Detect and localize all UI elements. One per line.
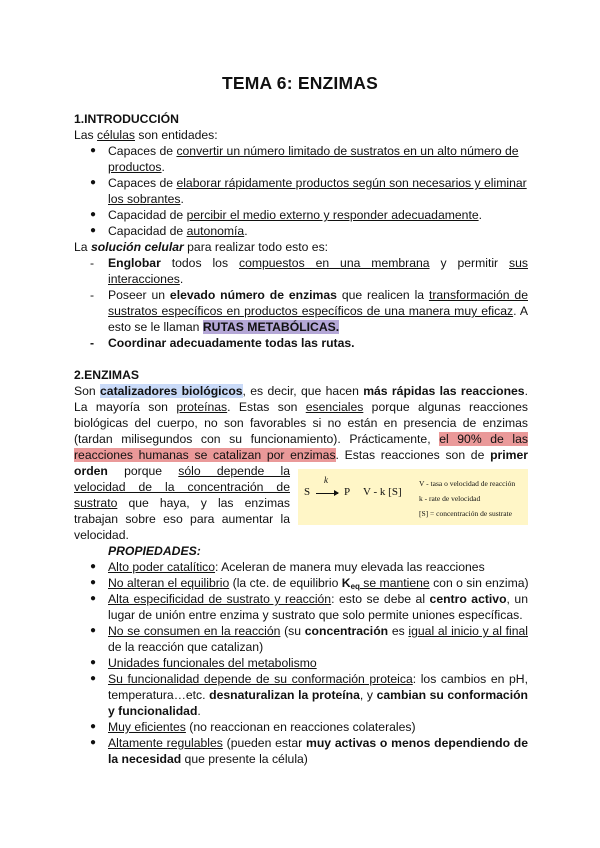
text: Capaces de — [108, 176, 177, 190]
bullet-dot: ● — [90, 145, 97, 156]
bullet-dot: ● — [90, 721, 97, 732]
text: muy activas o menos dependiendo de — [306, 736, 528, 750]
text: : los cambios en pH, — [412, 672, 528, 686]
list-item-cont — [108, 687, 528, 703]
text: solución celular — [90, 240, 184, 254]
paragraph-line — [74, 399, 528, 415]
paragraph-line — [74, 463, 290, 479]
text: Su funcionalidad depende de su conformación proteica — [108, 672, 413, 686]
text: Capacidad de — [108, 208, 187, 222]
dash-marker: - — [90, 256, 95, 270]
text: Las — [74, 128, 98, 142]
paragraph-line: velocidad. — [74, 528, 129, 542]
list-item-cont: lugar de unión entre enzima y sustrato que solo permite uniones específicas. — [108, 608, 523, 622]
text: interacciones — [108, 272, 180, 286]
bullet-dot: ● — [90, 657, 97, 668]
page-title: TEMA 6: ENZIMAS — [222, 73, 378, 93]
text: percibir el medio externo y responder adecuadamente — [186, 208, 479, 222]
paragraph-line — [74, 495, 290, 511]
dash-marker: - — [90, 336, 95, 350]
bullet-dot: ● — [90, 593, 97, 604]
eq-rate-law: V - k [S] — [363, 486, 402, 498]
paragraph-line: biológicas del cuerpo, no son favorables si no están en presencia de enzimas — [74, 416, 528, 430]
list-item — [108, 671, 528, 687]
text: Altamente regulables — [108, 736, 223, 750]
text: todos los — [160, 256, 239, 270]
text: concentración — [304, 624, 389, 638]
list-item — [108, 223, 528, 239]
list-item — [108, 735, 528, 751]
rate-equation-box — [298, 469, 528, 525]
text: para realizar todo esto es: — [183, 240, 329, 254]
text: es — [388, 624, 409, 638]
text: con o sin enzima) — [429, 576, 529, 590]
text: células — [97, 128, 135, 142]
text: proteínas — [176, 400, 228, 414]
text: : Aceleran de manera muy elevada las reacciones — [215, 560, 485, 574]
dash-item: Coordinar adecuadamente todas las rutas. — [108, 336, 355, 350]
text: , un — [506, 592, 528, 606]
list-item — [108, 143, 528, 159]
bullet-dot: ● — [90, 209, 97, 220]
eq-rate-constant: k — [324, 475, 328, 485]
text: autonomía — [186, 224, 245, 238]
text: La mayoría son — [74, 400, 177, 414]
text: porque algunas reacciones — [363, 400, 528, 414]
text: centro activo — [429, 592, 507, 606]
highlight-rutas: RUTAS METABÓLICAS. — [202, 320, 340, 334]
text: Alta especificidad de sustrato y reacción — [108, 592, 332, 606]
text: No alteran el equilibrio — [108, 576, 230, 590]
text: Capaces de — [108, 144, 177, 158]
text: orden — [74, 464, 108, 478]
text: Englobar — [108, 256, 161, 270]
text: temperatura…etc. — [108, 688, 210, 702]
list-item-cont — [108, 703, 528, 719]
highlight-90: el 90% de las — [439, 432, 528, 446]
text: K — [341, 576, 351, 590]
text: eq — [350, 582, 360, 591]
text: son entidades: — [134, 128, 218, 142]
bullet-dot: ● — [90, 561, 97, 572]
list-item: Unidades funcionales del metabolismo — [108, 656, 317, 670]
text: No se consumen en la reacción — [108, 624, 281, 638]
text: Capacidad de — [108, 224, 187, 238]
text: Muy eficientes — [108, 720, 186, 734]
reaction-arrow-icon — [316, 493, 338, 494]
text: que presente la célula) — [181, 752, 308, 766]
text: transformación de — [428, 288, 528, 302]
bullet-dot: ● — [90, 177, 97, 188]
text: . — [244, 224, 248, 238]
list-item-cont: de la reacción que catalizan) — [108, 640, 264, 654]
section-2-heading: 2.ENZIMAS — [74, 368, 140, 382]
text: sus — [509, 256, 528, 270]
eq-desc: [S] = concentración de sustrate — [419, 509, 512, 518]
dash-item-cont — [108, 319, 528, 335]
dash-item-cont — [108, 303, 528, 319]
text: (su — [280, 624, 305, 638]
text: productos — [108, 160, 162, 174]
list-item — [108, 175, 528, 191]
text: más rápidas las reacciones — [363, 384, 525, 398]
dash-marker: - — [90, 288, 95, 302]
text: , es decir, que hacen — [242, 384, 364, 398]
text: y permitir — [429, 256, 510, 270]
text: : esto se debe al — [331, 592, 430, 606]
text: . — [524, 384, 528, 398]
text: Son — [74, 384, 101, 398]
dash-item — [108, 287, 528, 303]
text: . — [161, 160, 165, 174]
list-item-cont — [108, 159, 528, 175]
paragraph-line — [74, 447, 528, 463]
text: elaborar rápidamente productos según son necesarios y eliminar — [176, 176, 527, 190]
text: . — [180, 192, 184, 206]
text: . A — [513, 304, 528, 318]
highlight-catalizadores: catalizadores biológicos — [100, 384, 243, 398]
bullet-dot: ● — [90, 737, 97, 748]
eq-desc: V - tasa o velocidad de reacción — [419, 479, 516, 488]
text: esenciales — [305, 400, 364, 414]
text: Alto poder catalítico — [108, 560, 216, 574]
bullet-dot: ● — [90, 625, 97, 636]
bullet-dot: ● — [90, 673, 97, 684]
paragraph-line: trabajan sobre eso para aumentar la — [74, 512, 290, 526]
dash-item — [108, 255, 528, 271]
text: cambian su conformación — [376, 688, 528, 702]
paragraph-line: velocidad de la concentración de — [74, 480, 290, 494]
paragraph-line — [74, 383, 528, 399]
text: (no reaccionan en reacciones colaterales) — [185, 720, 416, 734]
list-item — [108, 719, 528, 735]
text: (tardan milisegundos con su funcionamiento). Prácticamente, — [74, 432, 440, 446]
text: . — [179, 272, 184, 286]
highlight-reacciones: reacciones humanas se catalizan por enzimas — [74, 448, 336, 462]
text: . Estas son — [227, 400, 306, 414]
text: compuestos en una membrana — [238, 256, 430, 270]
dash-item-cont — [108, 271, 528, 287]
text: porque — [107, 464, 179, 478]
eq-substrate: S — [304, 486, 311, 498]
list-item — [108, 207, 528, 223]
text: La — [74, 240, 91, 254]
text: . — [478, 208, 482, 222]
text: . — [197, 704, 201, 718]
text: (la cte. de equilibrio — [229, 576, 342, 590]
text: sólo depende la — [178, 464, 290, 478]
list-item — [108, 623, 528, 639]
text: los sobrantes — [108, 192, 181, 206]
text: que haya, y las enzimas — [117, 496, 290, 510]
bullet-dot: ● — [90, 225, 97, 236]
text: Poseer un — [108, 288, 170, 302]
text: , y — [359, 688, 377, 702]
eq-product: P — [344, 486, 351, 498]
properties-heading: PROPIEDADES: — [108, 544, 201, 558]
solution-line — [74, 239, 528, 255]
list-item — [108, 559, 528, 575]
text: desnaturalizan la proteína — [209, 688, 360, 702]
paragraph-line — [74, 431, 528, 447]
eq-desc: k - rate de velocidad — [419, 494, 481, 503]
text: . Estas reacciones son de — [335, 448, 491, 462]
text: esto se le llaman — [108, 320, 203, 334]
text: convertir un número limitado de sustratos en un alto número de — [176, 144, 519, 158]
text: sustratos específicos en productos específicos de una manera muy eficaz — [108, 304, 514, 318]
bullet-dot: ● — [90, 577, 97, 588]
list-item-cont — [108, 751, 528, 767]
intro-line — [74, 127, 528, 143]
text: elevado número de enzimas — [169, 288, 337, 302]
text: y funcionalidad — [108, 704, 198, 718]
text: se mantiene — [359, 576, 430, 590]
text: que realicen la — [336, 288, 429, 302]
text: igual al inicio y al final — [408, 624, 528, 638]
list-item — [108, 591, 528, 607]
text: primer — [490, 448, 528, 462]
text: sustrato — [74, 496, 118, 510]
text: la necesidad — [108, 752, 182, 766]
text: (pueden estar — [222, 736, 306, 750]
section-1-heading: 1.INTRODUCCIÓN — [74, 112, 179, 126]
list-item-cont — [108, 191, 528, 207]
